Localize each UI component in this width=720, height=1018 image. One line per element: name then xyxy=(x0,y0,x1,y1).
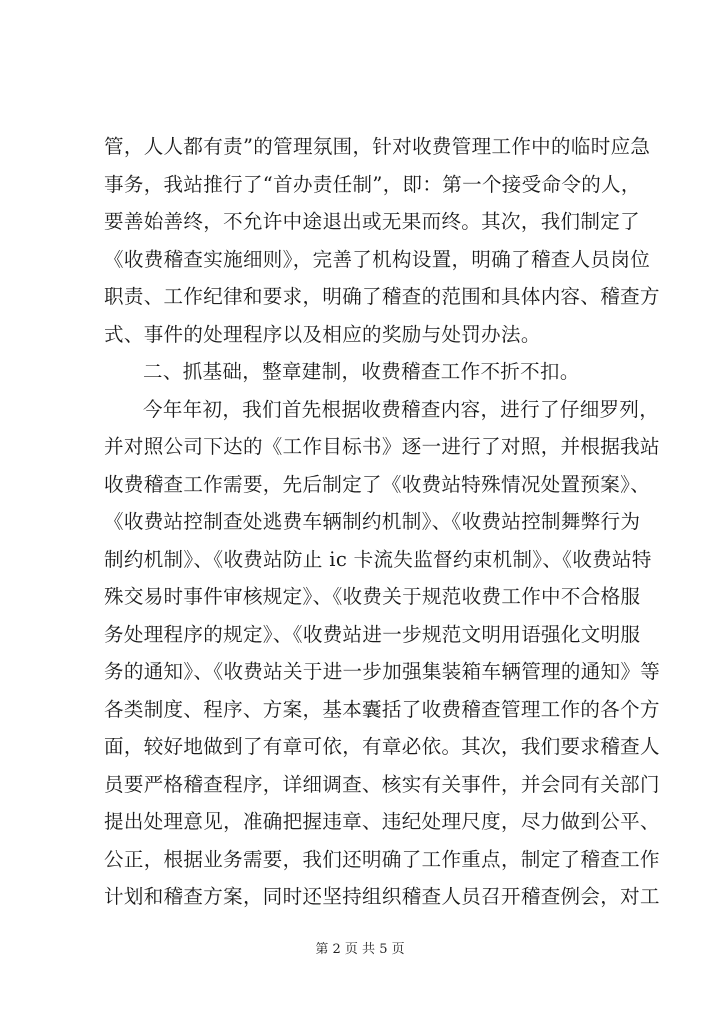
text-line: 式、事件的处理程序以及相应的奖励与处罚办法。 xyxy=(104,322,541,346)
text-line: 并对照公司下达的《工作目标书》逐一进行了对照，并根据我站 xyxy=(104,435,660,458)
text-line: 员要严格稽查程序，详细调查、核实有关事件，并会同有关部门 xyxy=(104,772,660,796)
text-line: 计划和稽查方案，同时还坚持组织稽查人员召开稽查例会，对工 xyxy=(104,885,660,908)
page-number: 第 2 页 共 5 页 xyxy=(315,942,405,957)
text-line: 《收费稽查实施细则》，完善了机构设置，明确了稽查人员岗位 xyxy=(104,247,651,271)
text-line: 《收费站控制查处逃费车辆制约机制》、《收费站控制舞弊行为 xyxy=(104,510,641,533)
body-text xyxy=(104,128,664,916)
text-line: 提出处理意见，准确把握违章、违纪处理尺度，尽力做到公平、 xyxy=(104,810,660,833)
text-line: 收费稽查工作需要，先后制定了《收费站特殊情况处置预案》、 xyxy=(104,472,651,496)
text-line: 面，较好地做到了有章可依，有章必依。其次，我们要求稽查人 xyxy=(104,735,660,758)
text-line: 制约机制》、《收费站防止 ic 卡流失监督约束机制》、《收费站特 xyxy=(104,547,652,571)
text-line: 事务，我站推行了“首办责任制”，即：第一个接受命令的人， xyxy=(104,172,641,196)
text-line: 殊交易时事件审核规定》、《收费关于规范收费工作中不合格服 xyxy=(104,585,641,608)
text-line: 要善始善终，不允许中途退出或无果而终。其次，我们制定了 xyxy=(104,210,640,233)
text-line: 职责、工作纪律和要求，明确了稽查的范围和具体内容、稽查方 xyxy=(104,285,660,308)
section-heading: 二、抓基础，整章建制，收费稽查工作不折不扣。 xyxy=(143,360,580,383)
text-line: 今年年初，我们首先根据收费稽查内容，进行了仔细罗列， xyxy=(143,397,660,421)
text-line: 公正，根据业务需要，我们还明确了工作重点，制定了稽查工作 xyxy=(104,847,660,871)
text-line: 管，人人都有责”的管理氛围，针对收费管理工作中的临时应急 xyxy=(104,135,651,158)
text-line: 各类制度、程序、方案，基本囊括了收费稽查管理工作的各个方 xyxy=(104,697,660,721)
text-line: 务处理程序的规定》、《收费站进一步规范文明用语强化文明服 xyxy=(104,622,641,646)
page-footer xyxy=(0,938,720,957)
text-line: 务的通知》、《收费站关于进一步加强集装箱车辆管理的通知》等 xyxy=(104,660,661,683)
